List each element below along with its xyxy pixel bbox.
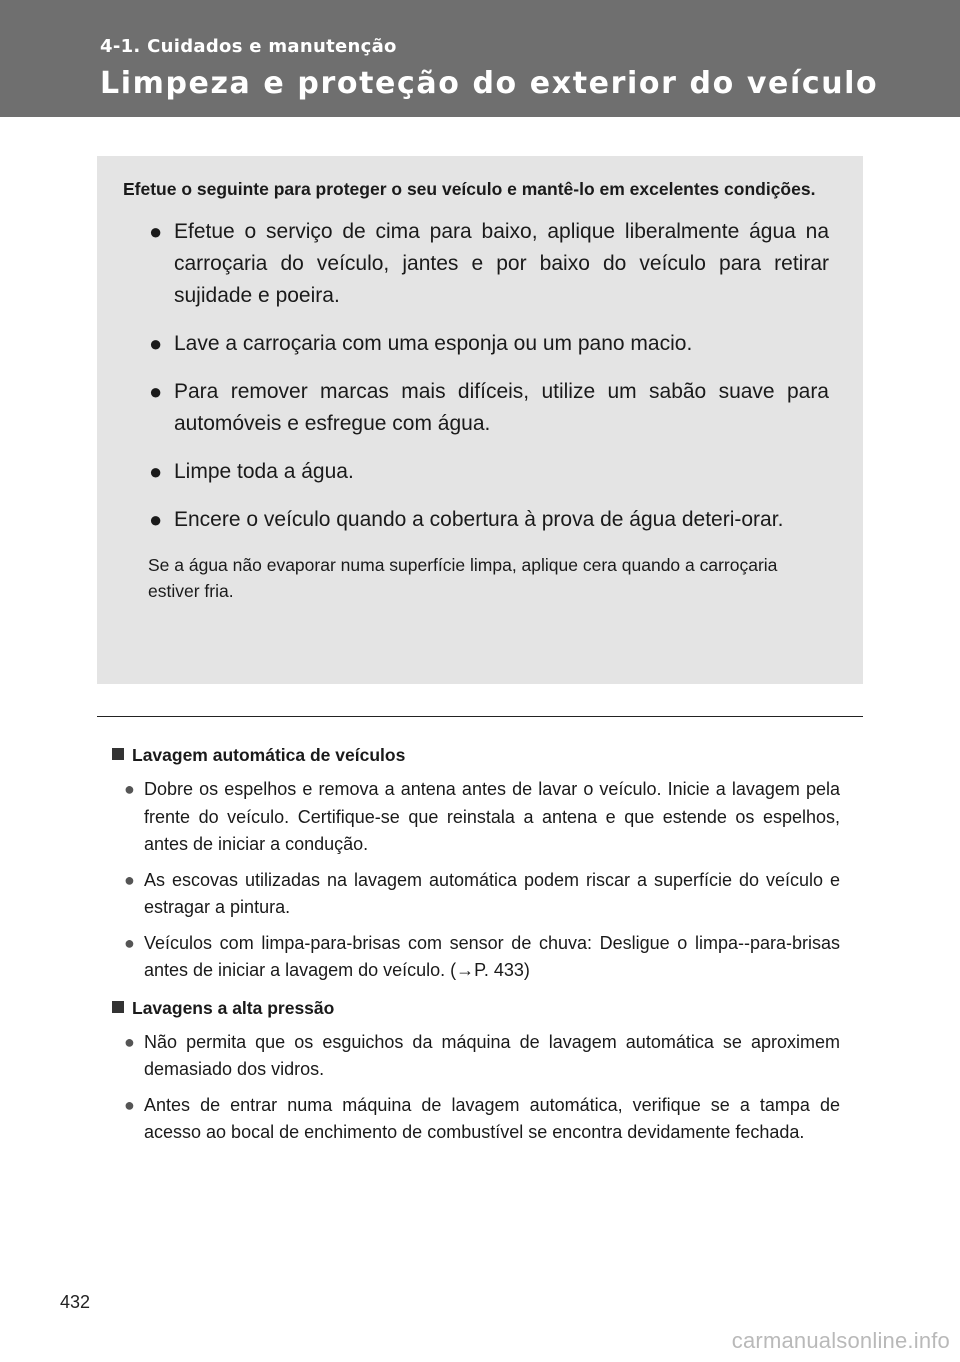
intro-bullet-text: Limpe toda a água. (174, 460, 354, 483)
intro-bullet (123, 328, 829, 360)
intro-bullet (123, 376, 829, 440)
bullet-icon: ● (124, 932, 135, 953)
list-item-text: As escovas utilizadas na lavagem automática podem riscar a superfície do veículo e estragar a pintura. (144, 869, 840, 917)
intro-bullet-text: Encere o veículo quando a cobertura à prova de água deteri-orar. (174, 508, 784, 531)
section-heading (112, 740, 840, 770)
content-sections (112, 740, 840, 1155)
bullet-icon: ● (149, 219, 163, 244)
bullet-icon: ● (124, 869, 135, 890)
page-number: 432 (60, 1292, 91, 1312)
intro-bullet (123, 456, 829, 488)
intro-lead: Efetue o seguinte para proteger o seu veículo e mantê-lo em excelentes condições. (123, 179, 816, 199)
square-bullet-icon (112, 1001, 124, 1013)
list-item (112, 930, 840, 985)
intro-box (97, 156, 863, 684)
page-title: Limpeza e proteção do exterior do veículo (100, 66, 879, 101)
bullet-icon: ● (124, 1094, 135, 1115)
list-item-text: Veículos com limpa-para-brisas com sensor de chuva: Desligue o limpa--para-brisas antes de iniciar a lavagem do veículo. (→P. 433) (144, 932, 840, 980)
section-heading-text: Lavagens a alta pressão (132, 997, 335, 1018)
intro-bullet (123, 504, 829, 536)
list-item (112, 867, 840, 922)
list-item (112, 1029, 840, 1084)
bullet-icon: ● (149, 331, 163, 356)
bullet-icon: ● (149, 379, 163, 404)
bullet-icon: ● (124, 1031, 135, 1052)
section-heading-text: Lavagem automática de veículos (132, 745, 406, 765)
list-item-text: Antes de entrar numa máquina de lavagem automática, verifique se a tampa de acesso ao bocal de enchimento de combustível se encontra devidamente fechada. (144, 1094, 840, 1142)
intro-bullet (123, 216, 829, 312)
bullet-icon: ● (124, 779, 135, 799)
page-header (0, 0, 960, 117)
list-item-text: Dobre os espelhos e remova a antena antes de lavar o veículo. Inicie a lavagem pela frente do veículo. Certifique-se que reinstala a antena e que estende os espelhos, antes de iniciar a condução. (144, 779, 840, 854)
intro-bullet-text: Efetue o serviço de cima para baixo, aplique liberalmente água na carroçaria do veículo, jantes e por baixo do veículo para retirar sujidade e poeira. (174, 220, 829, 307)
list-item-text: Não permita que os esguichos da máquina de lavagem automática se aproximem demasiado dos vidros. (144, 1031, 840, 1079)
section-heading (112, 993, 840, 1023)
divider (97, 716, 863, 717)
square-bullet-icon (112, 748, 124, 760)
bullet-icon: ● (149, 459, 163, 484)
watermark: carmanualsonline.info (731, 1328, 950, 1353)
list-item (112, 776, 840, 859)
list-item (112, 1092, 840, 1147)
intro-note: Se a água não evaporar numa superfície limpa, aplique cera quando a carroçaria estiver fria. (148, 555, 778, 601)
section-label: 4-1. Cuidados e manutenção (100, 36, 397, 57)
bullet-icon: ● (149, 507, 163, 532)
intro-bullet-text: Lave a carroçaria com uma esponja ou um pano macio. (174, 332, 693, 355)
intro-bullet-text: Para remover marcas mais difíceis, utilize um sabão suave para automóveis e esfregue com água. (174, 380, 829, 435)
